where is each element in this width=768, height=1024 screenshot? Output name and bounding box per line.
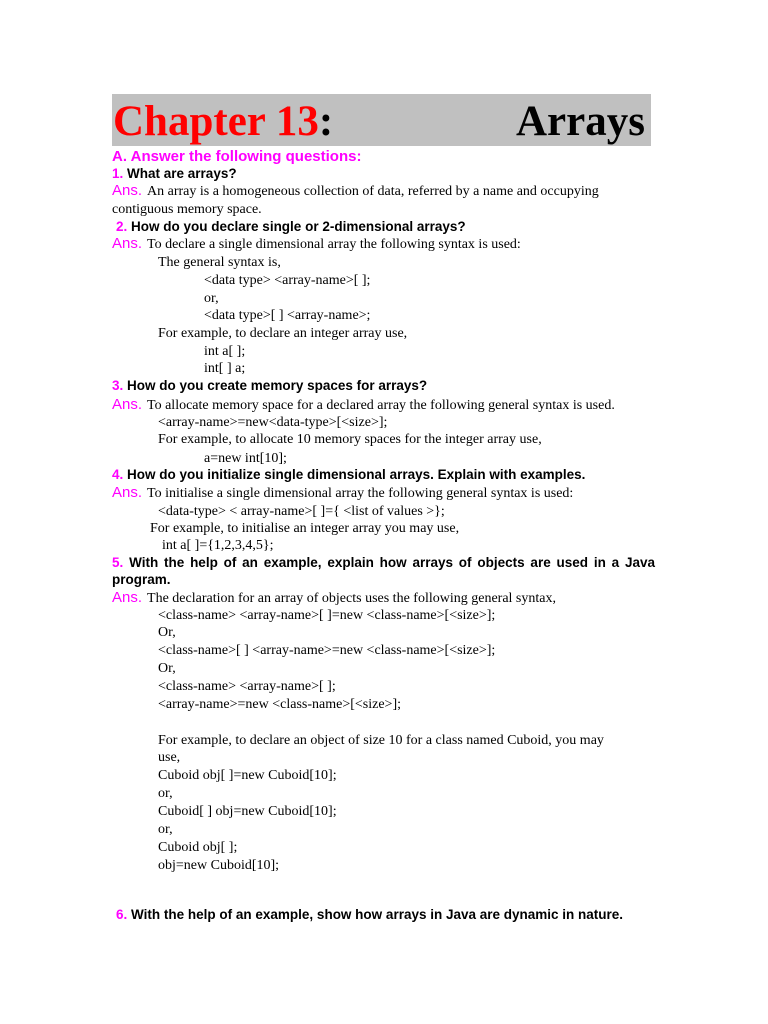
answer-4-line: <data-type> < array-name>[ ]={ <list of values >}; <box>158 504 445 519</box>
answer-5-line: <class-name> <array-name>[ ]; <box>158 679 336 694</box>
answer-5-line: For example, to declare an object of size 10 for a class named Cuboid, you may <box>158 733 604 748</box>
question-5-line-1: 5. With the help of an example, explain how arrays of objects are used in a Java <box>112 555 655 570</box>
answer-2-line: The general syntax is, <box>158 255 281 270</box>
answer-2-line: For example, to declare an integer array use, <box>158 326 408 341</box>
answer-2-line: or, <box>204 291 219 306</box>
chapter-number: Chapter 13: <box>113 98 334 145</box>
question-1: 1. What are arrays? <box>112 166 237 181</box>
answer-5-line: Cuboid obj[ ]; <box>158 840 238 855</box>
section-heading: A. Answer the following questions: <box>112 148 362 165</box>
answer-2-line: int a[ ]; <box>204 344 246 359</box>
answer-5-line: Cuboid obj[ ]=new Cuboid[10]; <box>158 768 337 783</box>
question-6: 6. With the help of an example, show how arrays in Java are dynamic in nature. <box>116 907 624 922</box>
answer-2-line: <data type>[ ] <array-name>; <box>204 308 371 323</box>
answer-2: Ans. To declare a single dimensional array the following syntax is used: <box>112 235 521 252</box>
answer-4-line: For example, to initialise an integer array you may use, <box>150 521 460 536</box>
answer-1-line-2: contiguous memory space. <box>112 202 262 217</box>
answer-5-line: use, <box>158 750 181 765</box>
answer-5-line: Cuboid[ ] obj=new Cuboid[10]; <box>158 804 337 819</box>
question-3: 3. How do you create memory spaces for arrays? <box>112 378 428 393</box>
answer-3-line: For example, to allocate 10 memory spaces for the integer array use, <box>158 432 542 447</box>
question-5-line-2: program. <box>112 572 171 587</box>
answer-5: Ans. The declaration for an array of objects uses the following general syntax, <box>112 589 556 606</box>
question-2: 2. How do you declare single or 2-dimensional arrays? <box>116 219 466 234</box>
answer-2-line: int[ ] a; <box>204 361 246 376</box>
answer-3: Ans. To allocate memory space for a declared array the following general syntax is used. <box>112 396 615 413</box>
answer-2-line: <data type> <array-name>[ ]; <box>204 273 371 288</box>
answer-3-line: a=new int[10]; <box>204 451 287 466</box>
answer-5-line: <class-name> <array-name>[ ]=new <class-name>[<size>]; <box>158 608 496 623</box>
answer-5-line: obj=new Cuboid[10]; <box>158 858 280 873</box>
answer-4-line: int a[ ]={1,2,3,4,5}; <box>162 538 274 553</box>
answer-4: Ans. To initialise a single dimensional array the following general syntax is used: <box>112 484 574 501</box>
answer-3-line: <array-name>=new<data-type>[<size>]; <box>158 415 388 430</box>
answer-1-line-1: Ans. An array is a homogeneous collection of data, referred by a name and occupying <box>112 182 599 199</box>
chapter-subject: Arrays <box>516 98 645 145</box>
answer-5-line: or, <box>158 822 173 837</box>
answer-5-line: Or, <box>158 625 176 640</box>
answer-5-line: <array-name>=new <class-name>[<size>]; <box>158 697 401 712</box>
question-4: 4. How do you initialize single dimensional arrays. Explain with examples. <box>112 467 586 482</box>
answer-5-line: <class-name>[ ] <array-name>=new <class-name>[<size>]; <box>158 643 496 658</box>
answer-5-line: or, <box>158 786 173 801</box>
answer-5-line: Or, <box>158 661 176 676</box>
